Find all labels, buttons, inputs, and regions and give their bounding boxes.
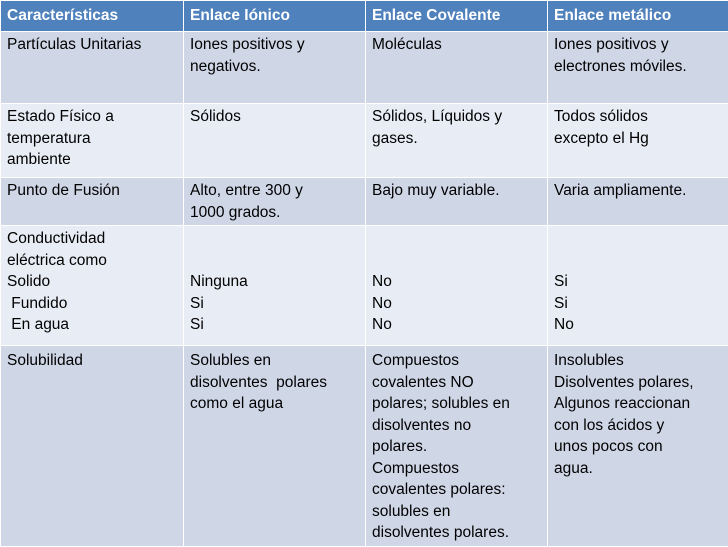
cell-particulas-unitarias-covalente (366, 32, 548, 104)
cell-line: Solubles en (190, 350, 359, 372)
cell-line: No (372, 271, 541, 293)
cell-line: Estado Físico a (7, 106, 177, 128)
cell-line: Punto de Fusión (7, 180, 177, 202)
cell-line: ambiente (7, 149, 177, 171)
cell-line: Todos sólidos (554, 106, 722, 128)
cell-punto-de-fusion-caracteristica (1, 178, 184, 226)
cell-line: covalentes NO (372, 372, 541, 394)
cell-particulas-unitarias-ionico (184, 32, 366, 104)
table-row-conductividad-electrica (1, 226, 728, 346)
cell-punto-de-fusion-metalico (548, 178, 728, 226)
cell-line: como el agua (190, 393, 359, 415)
cell-line: disolventes polares (190, 372, 359, 394)
cell-line: Si (554, 271, 722, 293)
cell-line: No (372, 293, 541, 315)
cell-line: polares. (372, 436, 541, 458)
cell-line: Iones positivos y (190, 34, 359, 56)
table-row-solubilidad (1, 346, 728, 547)
cell-line (554, 250, 722, 272)
cell-line: agua. (554, 458, 722, 480)
cell-solubilidad-metalico (548, 346, 728, 547)
cell-estado-fisico-covalente (366, 104, 548, 178)
cell-line: solubles en (372, 501, 541, 523)
cell-line: polares; solubles en (372, 393, 541, 415)
cell-line (554, 228, 722, 250)
cell-solubilidad-caracteristica (1, 346, 184, 547)
cell-line (372, 250, 541, 272)
cell-line: Si (190, 314, 359, 336)
cell-line: Varia ampliamente. (554, 180, 722, 202)
cell-line: disolventes polares. (372, 522, 541, 544)
cell-conductividad-electrica-ionico (184, 226, 366, 346)
cell-line: Iones positivos y (554, 34, 722, 56)
cell-punto-de-fusion-covalente (366, 178, 548, 226)
cell-line: Ninguna (190, 271, 359, 293)
cell-line: Bajo muy variable. (372, 180, 541, 202)
cell-line: Si (554, 293, 722, 315)
table-row-punto-de-fusion (1, 178, 728, 226)
table-row-particulas-unitarias (1, 32, 728, 104)
cell-line: Insolubles (554, 350, 722, 372)
header-enlace-covalente: Enlace Covalente (366, 1, 548, 32)
cell-line: covalentes polares: (372, 479, 541, 501)
cell-estado-fisico-metalico (548, 104, 728, 178)
cell-line: Alto, entre 300 y (190, 180, 359, 202)
cell-line (190, 228, 359, 250)
cell-line: Solido (7, 271, 177, 293)
cell-line: Algunos reaccionan (554, 393, 722, 415)
cell-line: Si (190, 293, 359, 315)
cell-line: unos pocos con (554, 436, 722, 458)
cell-line: No (372, 314, 541, 336)
header-enlace-ionico: Enlace Iónico (184, 1, 366, 32)
cell-line: Sólidos (190, 106, 359, 128)
cell-line: negativos. (190, 56, 359, 78)
cell-conductividad-electrica-metalico (548, 226, 728, 346)
cell-solubilidad-covalente (366, 346, 548, 547)
cell-line: temperatura (7, 128, 177, 150)
cell-line: electrones móviles. (554, 56, 722, 78)
cell-punto-de-fusion-ionico (184, 178, 366, 226)
cell-conductividad-electrica-covalente (366, 226, 548, 346)
cell-conductividad-electrica-caracteristica (1, 226, 184, 346)
cell-line: con los ácidos y (554, 415, 722, 437)
header-enlace-metalico: Enlace metálico (548, 1, 728, 32)
cell-line: Compuestos (372, 350, 541, 372)
cell-line: Sólidos, Líquidos y (372, 106, 541, 128)
cell-line: eléctrica como (7, 250, 177, 272)
cell-estado-fisico-caracteristica (1, 104, 184, 178)
cell-particulas-unitarias-caracteristica (1, 32, 184, 104)
cell-line: 1000 grados. (190, 202, 359, 224)
cell-line: En agua (7, 314, 177, 336)
header-caracteristicas: Características (1, 1, 184, 32)
cell-line: Partículas Unitarias (7, 34, 177, 56)
cell-line: Solubilidad (7, 350, 177, 372)
cell-line: No (554, 314, 722, 336)
table-row-estado-fisico (1, 104, 728, 178)
cell-estado-fisico-ionico (184, 104, 366, 178)
cell-solubilidad-ionico (184, 346, 366, 547)
cell-line: Fundido (7, 293, 177, 315)
cell-line (372, 228, 541, 250)
cell-line: excepto el Hg (554, 128, 722, 150)
cell-line (190, 250, 359, 272)
cell-line: gases. (372, 128, 541, 150)
cell-particulas-unitarias-metalico (548, 32, 728, 104)
header-row (1, 1, 728, 32)
cell-line: Moléculas (372, 34, 541, 56)
cell-line: Conductividad (7, 228, 177, 250)
cell-line: Compuestos (372, 458, 541, 480)
cell-line: Disolventes polares, (554, 372, 722, 394)
cell-line: disolventes no (372, 415, 541, 437)
